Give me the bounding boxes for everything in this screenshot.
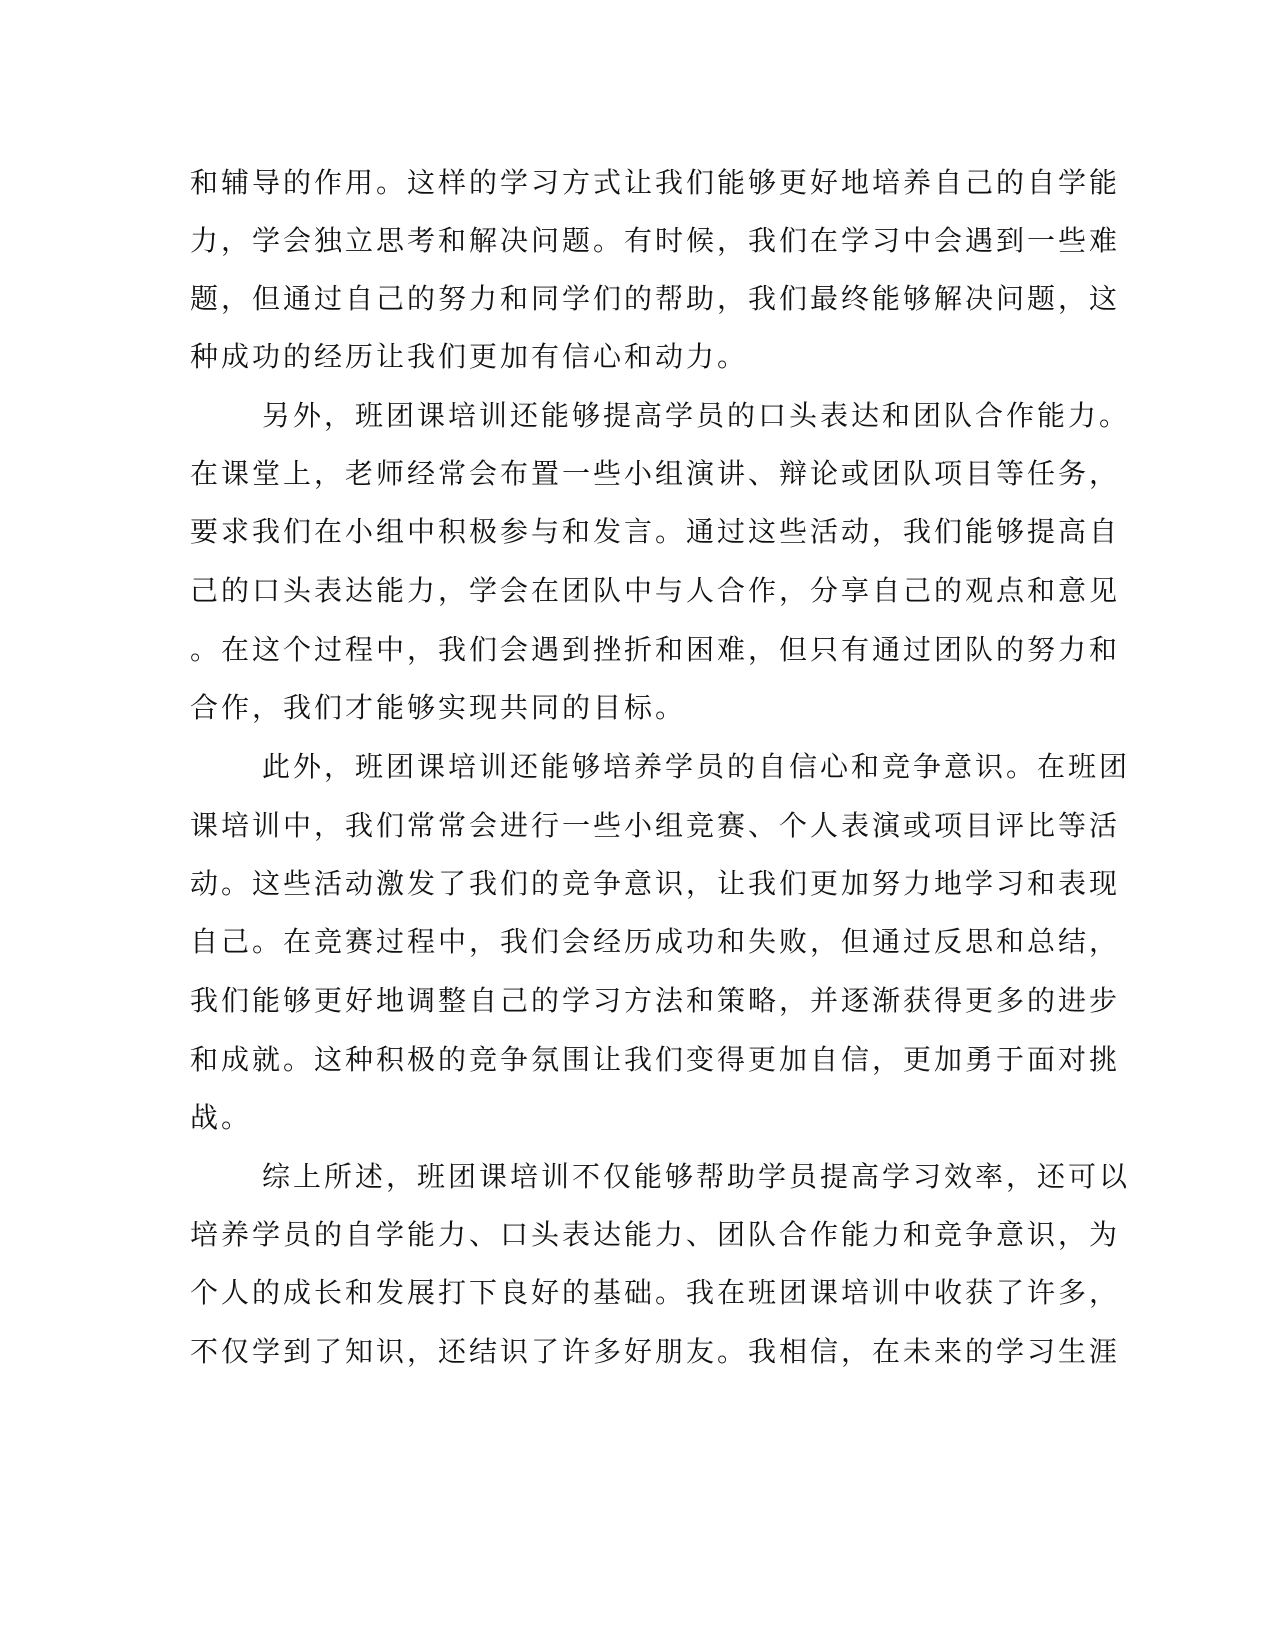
text-line: 战。 (190, 1101, 253, 1134)
text-line: 个人的成长和发展打下良好的基础。我在班团课培训中收获了许多， (190, 1276, 1121, 1309)
text-line: 题，但通过自己的努力和同学们的帮助，我们最终能够解决问题，这 (190, 282, 1121, 315)
text-line: 力，学会独立思考和解决问题。有时候，我们在学习中会遇到一些难 (190, 224, 1121, 257)
text-line: 和成就。这种积极的竞争氛围让我们变得更加自信，更加勇于面对挑 (190, 1043, 1121, 1076)
text-line: 课培训中，我们常常会进行一些小组竞赛、个人表演或项目评比等活 (190, 809, 1121, 842)
text-line: 自己。在竞赛过程中，我们会经历成功和失败，但通过反思和总结， (190, 925, 1121, 958)
paragraph-first-line: 另外，班团课培训还能够提高学员的口头表达和团队合作能力。 (262, 399, 1131, 432)
text-line: 动。这些活动激发了我们的竞争意识，让我们更加努力地学习和表现 (190, 867, 1121, 900)
text-line: 己的口头表达能力，学会在团队中与人合作，分享自己的观点和意见 (190, 574, 1121, 607)
text-line: 培养学员的自学能力、口头表达能力、团队合作能力和竞争意识，为 (190, 1218, 1121, 1251)
text-line: 和辅导的作用。这样的学习方式让我们能够更好地培养自己的自学能 (190, 166, 1121, 199)
paragraph-first-line: 此外，班团课培训还能够培养学员的自信心和竞争意识。在班团 (262, 750, 1131, 783)
text-line: 不仅学到了知识，还结识了许多好朋友。我相信，在未来的学习生涯 (190, 1335, 1121, 1368)
text-line: 在课堂上，老师经常会布置一些小组演讲、辩论或团队项目等任务， (190, 457, 1121, 490)
text-line: 我们能够更好地调整自己的学习方法和策略，并逐渐获得更多的进步 (190, 984, 1121, 1017)
paragraph-first-line: 综上所述，班团课培训不仅能够帮助学员提高学习效率，还可以 (262, 1160, 1131, 1193)
text-line: 要求我们在小组中积极参与和发言。通过这些活动，我们能够提高自 (190, 515, 1121, 548)
text-line: 。在这个过程中，我们会遇到挫折和困难，但只有通过团队的努力和 (190, 633, 1121, 666)
text-line: 合作，我们才能够实现共同的目标。 (190, 691, 687, 724)
text-line: 种成功的经历让我们更加有信心和动力。 (190, 340, 749, 373)
